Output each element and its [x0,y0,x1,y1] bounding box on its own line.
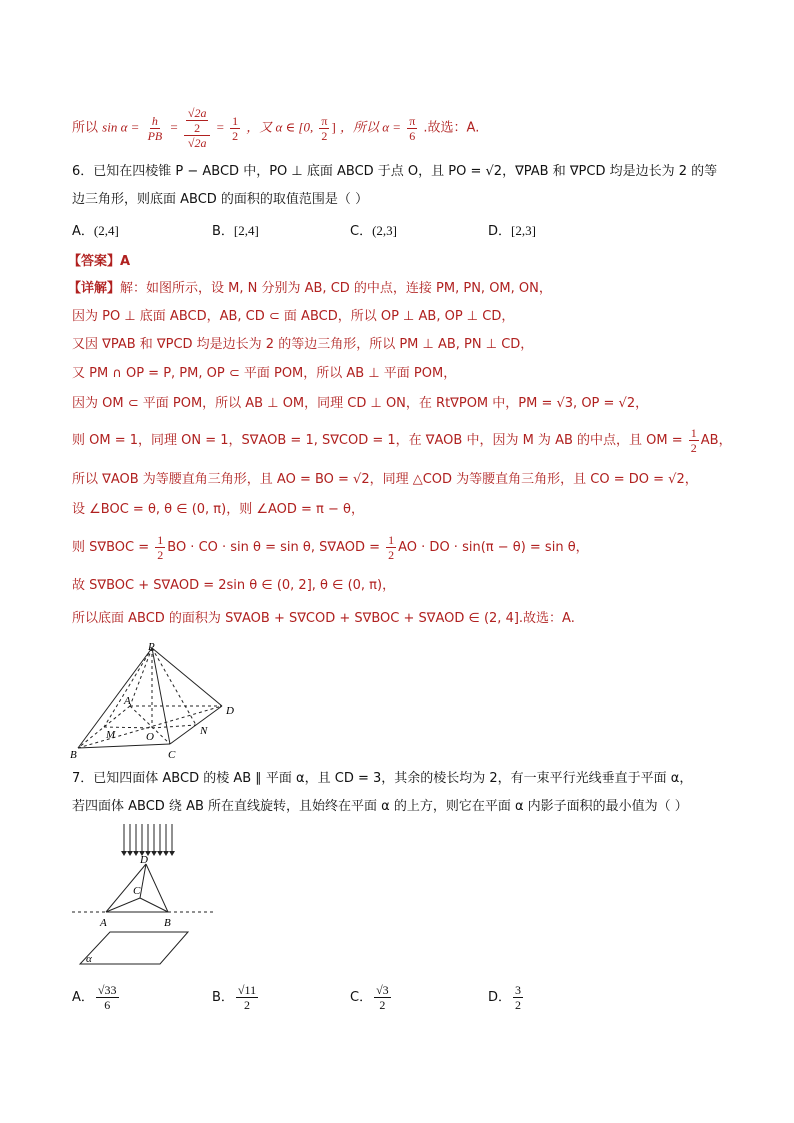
h-over-pb: $\frac{h}{PB}$ [147,113,163,143]
q6-solution-line5: 因为 OM ⊂ 平面 POM，所以 AB ⊥ OM，同理 CD ⊥ ON，在 Rt∇POM 中，PM = √3, OP = √2， [72,396,649,411]
q6-stem-line2: 边三角形，则底面 ABCD 的面积的取值范围是（ ） [72,192,369,207]
q7-option-c[interactable]: C． $\frac{√3}{2}$ [350,983,389,1012]
prev-answer-line: 所以 sin α = $\frac{h}{PB}$ = √2a 2 √2a = $\frac{1}{2}$ ，又 α ∈ [0, $\frac{\pi}{2}$ ] ，所以 α = $\frac{\pi}{6}$ .故选：A. [72,106,480,150]
segment-pm [104,648,152,727]
label-o: O [146,731,154,743]
q6-solution-line3: 又因 ∇PAB 和 ∇PCD 均是边长为 2 的等边三角形，所以 PM ⊥ AB, PN ⊥ CD， [72,337,534,352]
segment-pn [152,648,196,725]
prev-prefix: 所以 [72,120,99,136]
pi-over-6: $\frac{\pi}{6}$ [409,113,416,143]
one-half: $\frac{1}{2}$ [388,533,395,562]
q6-option-b[interactable]: B．[2,4] [212,223,259,239]
q7-stem-line2: 若四面体 ABCD 绕 AB 所在直线旋转，且始终在平面 α 的上方，则它在平面 α 内影子面积的最小值为（ ） [72,799,688,814]
label-alpha: α [86,953,92,965]
q7-options [72,983,732,1021]
one-half: $\frac{1}{2}$ [232,113,239,143]
tetrahedron-figure [68,820,228,972]
sin-expr: sin α = [102,119,140,135]
plane-alpha [80,932,188,964]
q6-solution-line9: 则 S∇BOC = $\frac{1}{2}$ BO · CO · sin θ = sin θ, S∇AOD = $\frac{1}{2}$ AO · DO · sin(π − θ) = sin θ， [72,533,589,562]
q6-option-a[interactable]: A．(2,4] [72,223,119,239]
label-m: M [106,729,116,741]
one-half: $\frac{1}{2}$ [690,426,697,455]
q6-option-c[interactable]: C．(2,3] [350,223,397,239]
q6-solution-line2: 因为 PO ⊥ 底面 ABCD，AB, CD ⊂ 面 ABCD，所以 OP ⊥ AB, OP ⊥ CD， [72,309,515,324]
q6-option-d[interactable]: D．[2,3] [488,223,536,239]
q7-option-b[interactable]: B． $\frac{√11}{2}$ [212,983,257,1012]
q6-solution-line8: 设 ∠BOC = θ, θ ∈ (0, π)，则 ∠AOD = π − θ， [72,502,364,517]
one-half: $\frac{1}{2}$ [157,533,164,562]
q6-solution-line1: 【详解】解：如图所示，设 M, N 分别为 AB, CD 的中点，连接 PM, PN, OM, ON， [68,281,552,296]
edge-pd [152,648,222,706]
q6-solution-line10: 故 S∇BOC + S∇AOD = 2sin θ ∈ (0, 2], θ ∈ (0, π)， [72,578,396,593]
q6-answer-tag: 【答案】A [68,254,131,269]
q7-option-a[interactable]: A． $\frac{√33}{6}$ [72,983,117,1012]
q6-solution-line7: 所以 ∇AOB 为等腰直角三角形，且 AO = BO = √2，同理 △COD 为等腰直角三角形，且 CO = DO = √2， [72,472,698,487]
q6-solution-line4: 又 PM ∩ OP = P, PM, OP ⊂ 平面 POM，所以 AB ⊥ 平面 POM， [72,366,457,381]
edge-dc [140,864,146,898]
edge-cb [140,898,168,912]
edge-bc [78,744,170,748]
compound-fraction: √2a 2 √2a [184,106,211,150]
segment-on [152,725,196,728]
segment-om [104,727,152,728]
label-d: D [226,705,234,717]
light-rays [124,824,172,854]
prev-answer: A. [466,120,480,136]
edge-pa-hidden [130,648,152,706]
q6-stem-line1: 6．已知在四棱锥 P − ABCD 中，PO ⊥ 底面 ABCD 于点 O，且 PO = √2，∇PAB 和 ∇PCD 均是边长为 2 的等 [72,164,718,179]
label-p: P [148,641,155,653]
q7-stem-line1: 7．已知四面体 ABCD 的棱 AB ∥ 平面 α，且 CD = 3，其余的棱长均为 2，有一束平行光线垂直于平面 α， [72,771,693,786]
label-a: A [124,695,131,707]
edge-pc [152,648,170,744]
q7-option-d[interactable]: D． $\frac{3}{2}$ [488,983,522,1012]
q6-options [72,220,732,244]
edge-db [146,864,168,912]
pi-over-2: $\frac{\pi}{2}$ [321,113,328,143]
label-b: B [164,917,171,929]
pyramid-figure [68,640,248,766]
q6-solution-line11: 所以底面 ABCD 的面积为 S∇AOB + S∇COD + S∇BOC + S∇AOD ∈ (2, 4].故选：A. [72,611,575,626]
q6-solution-line6: 则 OM = 1，同理 ON = 1，S∇AOB = 1, S∇COD = 1，在 ∇AOB 中，因为 M 为 AB 的中点，且 OM = $\frac{1}{2}$ AB， [72,426,732,455]
label-n: N [200,725,208,737]
label-c: C [133,885,141,897]
label-a: A [100,917,107,929]
label-b: B [70,749,77,761]
label-d: D [140,854,148,866]
label-c: C [168,749,176,761]
edge-ca [106,898,140,912]
q6-final-answer: A. [562,611,575,626]
